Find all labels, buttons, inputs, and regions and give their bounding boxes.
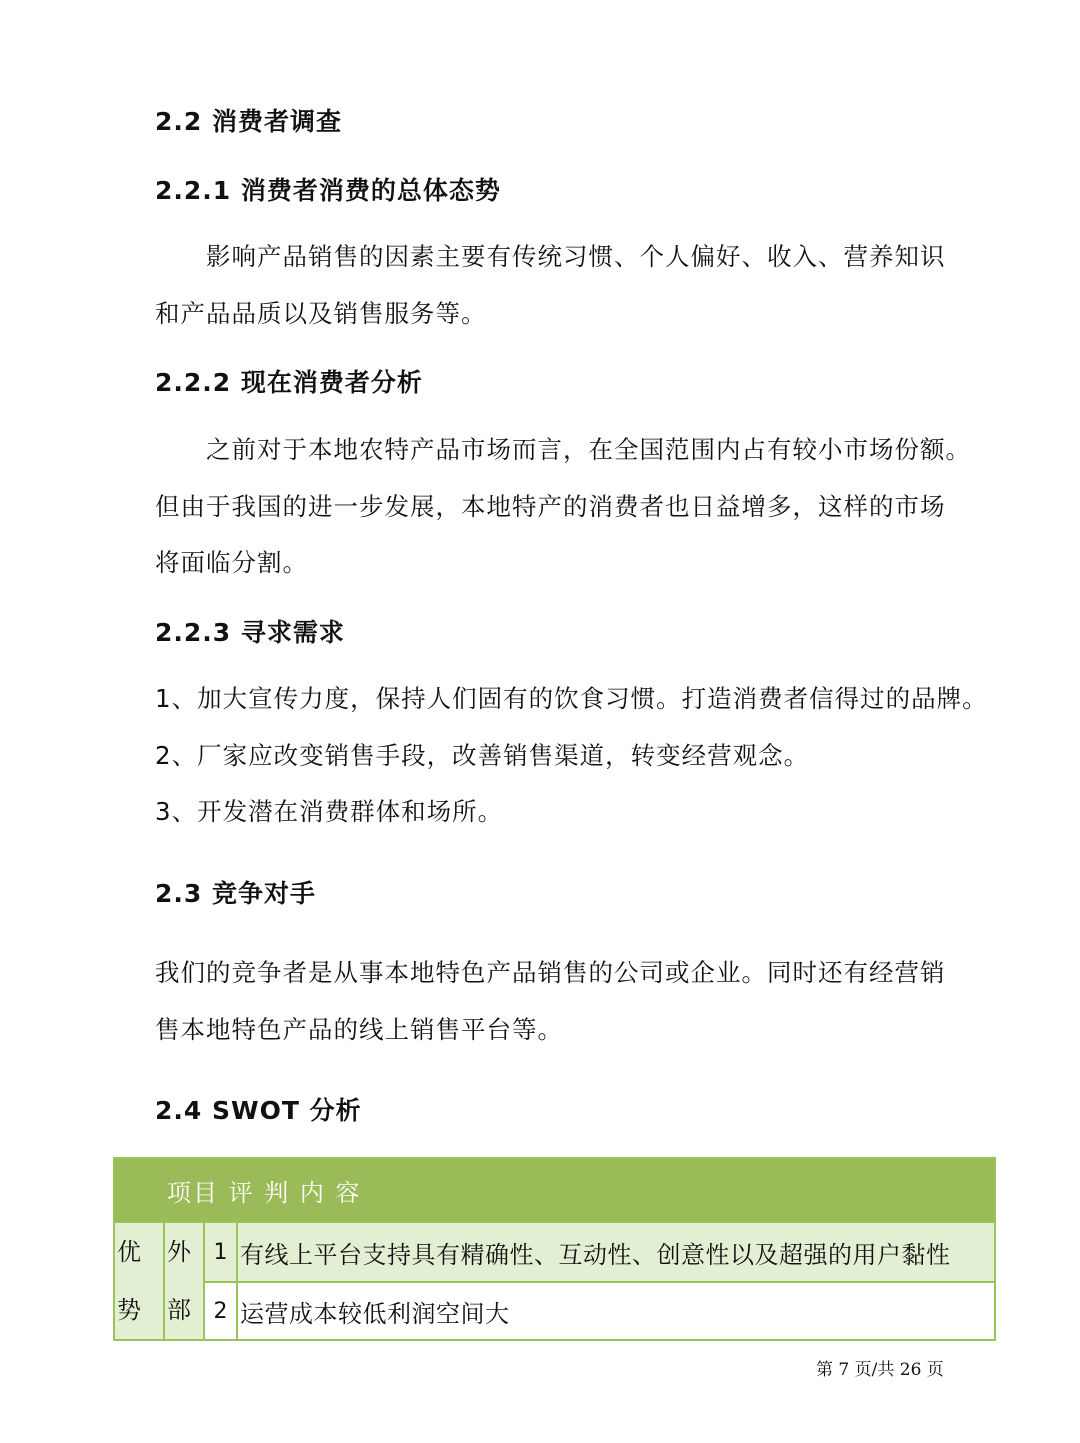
section-heading-2-2: 2.2 消费者调查 <box>155 107 342 136</box>
table-header-cell <box>114 1158 995 1222</box>
row-number: 1 <box>204 1222 237 1282</box>
row-content: 有线上平台支持具有精确性、互动性、创意性以及超强的用户黏性 <box>237 1222 995 1282</box>
paragraph-line: 和产品品质以及销售服务等。 <box>155 299 487 328</box>
category-char: 势 <box>117 1296 141 1324</box>
section-heading-2-2-3: 2.2.3 寻求需求 <box>155 618 345 647</box>
subcategory-char: 外 <box>167 1238 191 1266</box>
list-item: 1、加大宣传力度，保持人们固有的饮食习惯。打造消费者信得过的品牌。 <box>155 684 988 713</box>
category-cell-strength <box>114 1222 164 1340</box>
page-footer: 第 7 页/共 26 页 <box>816 1360 944 1380</box>
row-content: 运营成本较低利润空间大 <box>237 1282 995 1340</box>
table-row <box>114 1222 995 1282</box>
section-heading-2-2-1: 2.2.1 消费者消费的总体态势 <box>155 176 501 205</box>
paragraph-line: 但由于我国的进一步发展，本地特产的消费者也日益增多，这样的市场 <box>155 492 946 521</box>
list-item: 3、开发潜在消费群体和场所。 <box>155 797 504 826</box>
paragraph-line: 之前对于本地农特产品市场而言，在全国范围内占有较小市场份额。 <box>206 435 971 464</box>
row-number: 2 <box>204 1282 237 1340</box>
paragraph-line: 影响产品销售的因素主要有传统习惯、个人偏好、收入、营养知识 <box>206 242 946 271</box>
section-heading-2-3: 2.3 竞争对手 <box>155 879 316 908</box>
subcategory-char: 部 <box>167 1296 191 1324</box>
paragraph-line: 售本地特色产品的线上销售平台等。 <box>155 1015 563 1044</box>
table-row <box>114 1282 995 1340</box>
section-heading-2-2-2: 2.2.2 现在消费者分析 <box>155 368 423 397</box>
table-header-text: 项目 评 判 内 容 <box>167 1178 362 1207</box>
list-item: 2、厂家应改变销售手段，改善销售渠道，转变经营观念。 <box>155 741 810 770</box>
category-char: 优 <box>117 1238 141 1266</box>
section-heading-2-4: 2.4 SWOT 分析 <box>155 1096 362 1125</box>
paragraph-line: 将面临分割。 <box>155 548 308 577</box>
swot-table <box>113 1157 996 1341</box>
paragraph-line: 我们的竞争者是从事本地特色产品销售的公司或企业。同时还有经营销 <box>155 958 946 987</box>
subcategory-cell-external <box>164 1222 204 1340</box>
table-header-row <box>114 1158 995 1222</box>
